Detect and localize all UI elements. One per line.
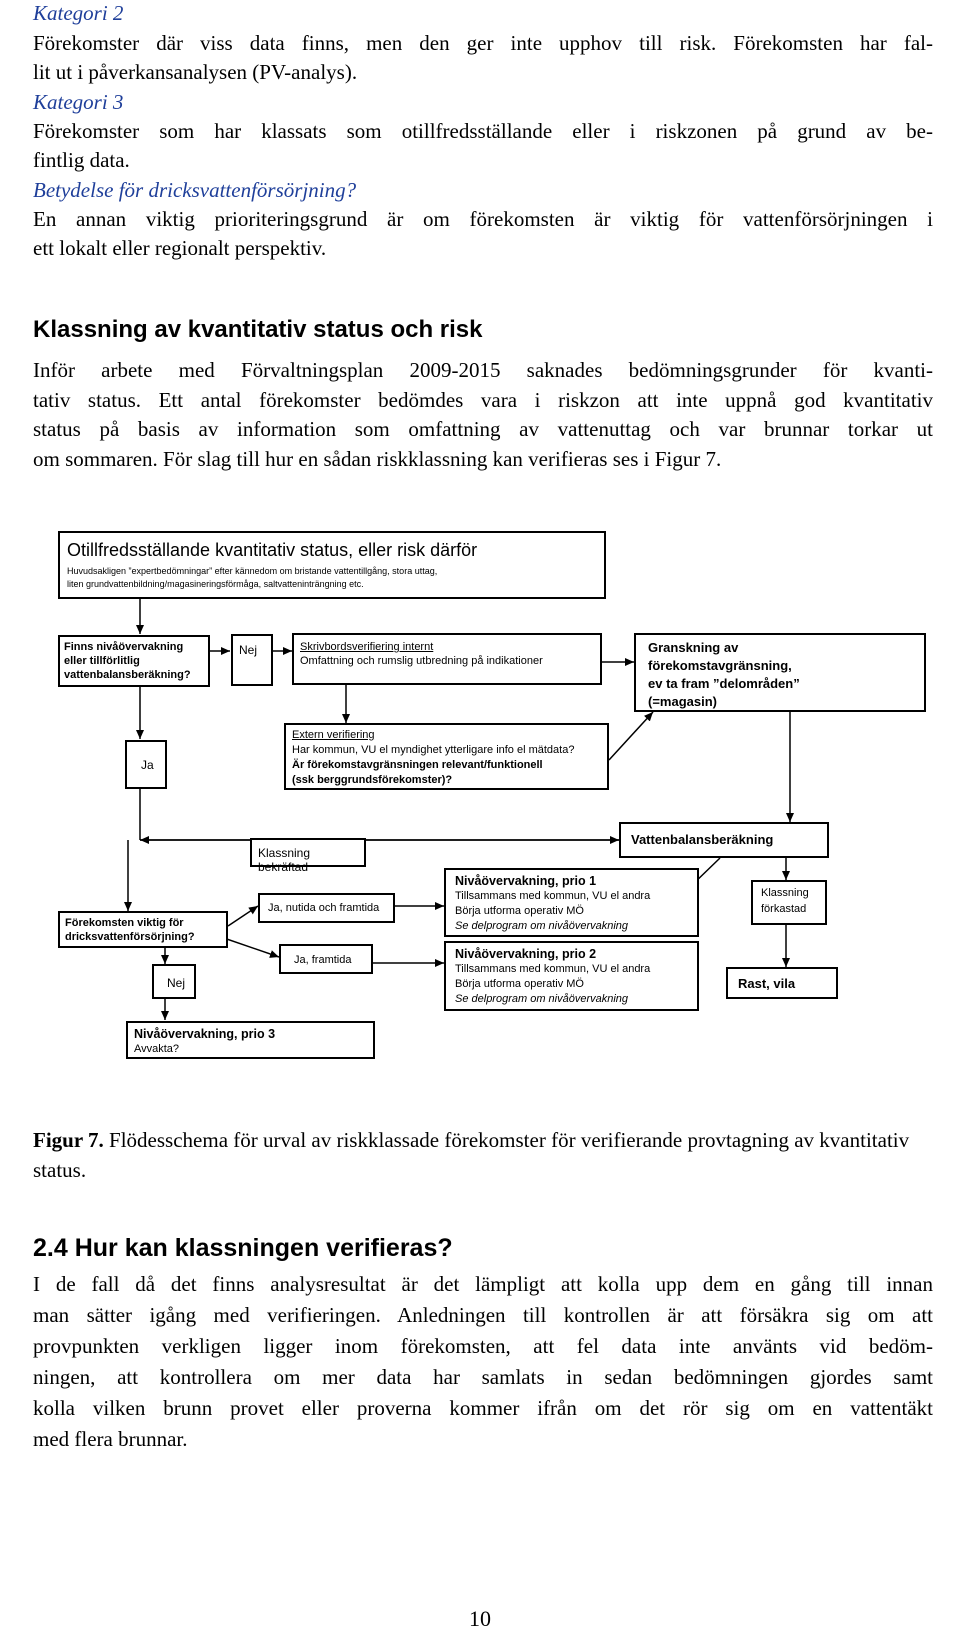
ja-framtida-box: [279, 944, 373, 974]
klassning-bekraftad-label: Klassning bekräftad: [258, 846, 311, 874]
prio1-line: Tillsammans med kommun, VU el andra: [455, 890, 651, 902]
figure-label: Figur 7.: [33, 1128, 104, 1152]
extern-box: [284, 723, 609, 790]
kategori-2-text-line: lit ut i påverkansanalysen (PV-analys).: [33, 60, 358, 84]
prio3-title: Nivåövervakning, prio 3: [134, 1027, 276, 1041]
viktig-box: [58, 911, 228, 948]
kategori-2-text-line: Förekomster där viss data finns, men den ger inte upphov till risk. Förekomsten har fal-: [33, 31, 933, 55]
vattenbalans-label: Vattenbalansberäkning: [631, 832, 774, 847]
prio2-line: Börja utforma operativ MÖ: [455, 978, 584, 990]
section-paragraph-line: tativ status. Ett antal förekomster bedömdes vara i riskzon att inte uppnå god kvantitativ: [33, 388, 933, 412]
kategori-3-text-line: fintlig data.: [33, 148, 130, 172]
section2-paragraph-line: ningen, att kontrollera om mer data har samlats in sedan bedömningen gjordes samt: [33, 1365, 933, 1389]
arrow-viktig-to-nutida: [228, 906, 258, 926]
forkastad-line: Klassning: [761, 887, 809, 899]
figure-caption: [33, 1125, 933, 1185]
top-box-line: Huvudsakligen ”expertbedömningar” efter kännedom om bristande vattentillgång, stora uttag,: [67, 566, 438, 576]
section2-paragraph-line: med flera brunnar.: [33, 1427, 188, 1451]
section-heading-klassning: Klassning av kvantitativ status och risk: [33, 316, 483, 343]
skrivbord-title: Skrivbordsverifiering internt: [300, 641, 434, 653]
ja-nutida-box: [258, 893, 395, 923]
nej-box-1: [231, 634, 273, 686]
section-heading-verifieras: 2.4 Hur kan klassningen verifieras?: [33, 1234, 453, 1262]
extern-line: Har kommun, VU el myndighet ytterligare info el mätdata?: [292, 744, 575, 756]
ja-box-1: [125, 740, 167, 789]
q1-line: vattenbalansberäkning?: [64, 669, 191, 681]
nej-label: Nej: [239, 643, 258, 657]
section-paragraph-line: Inför arbete med Förvaltningsplan 2009-2015 saknades bedömningsgrunder för kvanti-: [33, 358, 933, 382]
q1-box: [58, 635, 210, 687]
viktig-line: dricksvattenförsörjning?: [65, 931, 195, 943]
skrivbord-box: [292, 633, 602, 685]
section2-paragraph-line: provpunkten verkligen ligger inom förekomsten, att fel data inte använts vid bedöm-: [33, 1334, 933, 1358]
prio2-box: [444, 941, 699, 1011]
granskning-line: (=magasin): [648, 694, 717, 709]
kategori-3-text-line: Förekomster som har klassats som otillfredsställande eller i riskzonen på grund av be-: [33, 119, 933, 143]
prio3-line: Avvakta?: [134, 1043, 180, 1055]
prio1-line: Se delprogram om nivåövervakning: [455, 920, 629, 932]
prio2-title: Nivåövervakning, prio 2: [455, 947, 597, 961]
section2-paragraph-line: kolla vilken brunn provet eller proverna kommer ifrån om det rör sig om en vattentäkt: [33, 1396, 933, 1420]
prio3-box: [126, 1021, 375, 1059]
forkastad-box: [751, 880, 827, 925]
section2-paragraph-line: I de fall då det finns analysresultat är det lämpligt att kolla upp dem en gång till innan: [33, 1272, 933, 1296]
section-paragraph-line: om sommaren. För slag till hur en sådan riskklassning kan verifieras ses i Figur 7.: [33, 447, 722, 471]
nej-label: Nej: [167, 976, 186, 990]
betydelse-text-line: En annan viktig prioriteringsgrund är om förekomsten är viktig för vattenförsörjningen i: [33, 207, 933, 231]
extern-title: Extern verifiering: [292, 729, 375, 741]
kategori-3-heading: Kategori 3: [33, 90, 124, 114]
figure-caption-text: Flödesschema för urval av riskklassade förekomster för verifierande provtagning av kvantitativ status.: [33, 1128, 910, 1182]
ja-label: Ja: [141, 758, 154, 772]
arrow-extern-to-gransk: [609, 712, 653, 760]
ja-nutida-label: Ja, nutida och framtida: [268, 902, 380, 914]
kategori-2-heading: Kategori 2: [33, 1, 124, 25]
ja-framtida-label: Ja, framtida: [294, 954, 352, 966]
granskning-box: [634, 633, 926, 712]
betydelse-heading: Betydelse för dricksvattenförsörjning?: [33, 178, 357, 202]
klassning-bekraftad-box: [250, 838, 366, 874]
granskning-line: förekomstavgränsning,: [648, 658, 792, 673]
prio2-line: Tillsammans med kommun, VU el andra: [455, 963, 651, 975]
prio1-title: Nivåövervakning, prio 1: [455, 874, 597, 888]
viktig-line: Förekomsten viktig för: [65, 917, 184, 929]
extern-line: Är förekomstavgränsningen relevant/funktionell: [292, 759, 543, 771]
top-box-line: liten grundvattenbildning/magasineringsförmåga, saltvatteninträngning etc.: [67, 579, 364, 589]
top-box-title: Otillfredsställande kvantitativ status, eller risk därför: [67, 540, 478, 560]
flowchart-top-box: [58, 531, 606, 599]
forkastad-line: förkastad: [761, 903, 807, 915]
betydelse-text-line: ett lokalt eller regionalt perspektiv.: [33, 236, 327, 260]
prio2-line: Se delprogram om nivåövervakning: [455, 993, 629, 1005]
section2-paragraph-line: man sätter igång med verifieringen. Anledningen till kontrollen är att försäkra sig om att: [33, 1303, 933, 1327]
prio1-line: Börja utforma operativ MÖ: [455, 905, 584, 917]
page-number: 10: [469, 1606, 491, 1631]
skrivbord-text: Omfattning och rumslig utbredning på indikationer: [300, 655, 543, 667]
section-paragraph-line: status på basis av information som omfattning av vattenuttag och var brunnar torkar ut: [33, 417, 933, 441]
q1-line: eller tillförlitlig: [64, 655, 140, 667]
granskning-line: ev ta fram ”delområden”: [648, 676, 800, 691]
vattenbalans-box: [619, 822, 829, 858]
prio1-box: [444, 868, 699, 937]
nej-box-2: [152, 964, 196, 999]
granskning-line: Granskning av: [648, 640, 739, 655]
rast-label: Rast, vila: [738, 976, 796, 991]
rast-box: [726, 967, 838, 999]
extern-line: (ssk berggrundsförekomster)?: [292, 774, 453, 786]
q1-line: Finns nivåövervakning: [64, 641, 184, 653]
